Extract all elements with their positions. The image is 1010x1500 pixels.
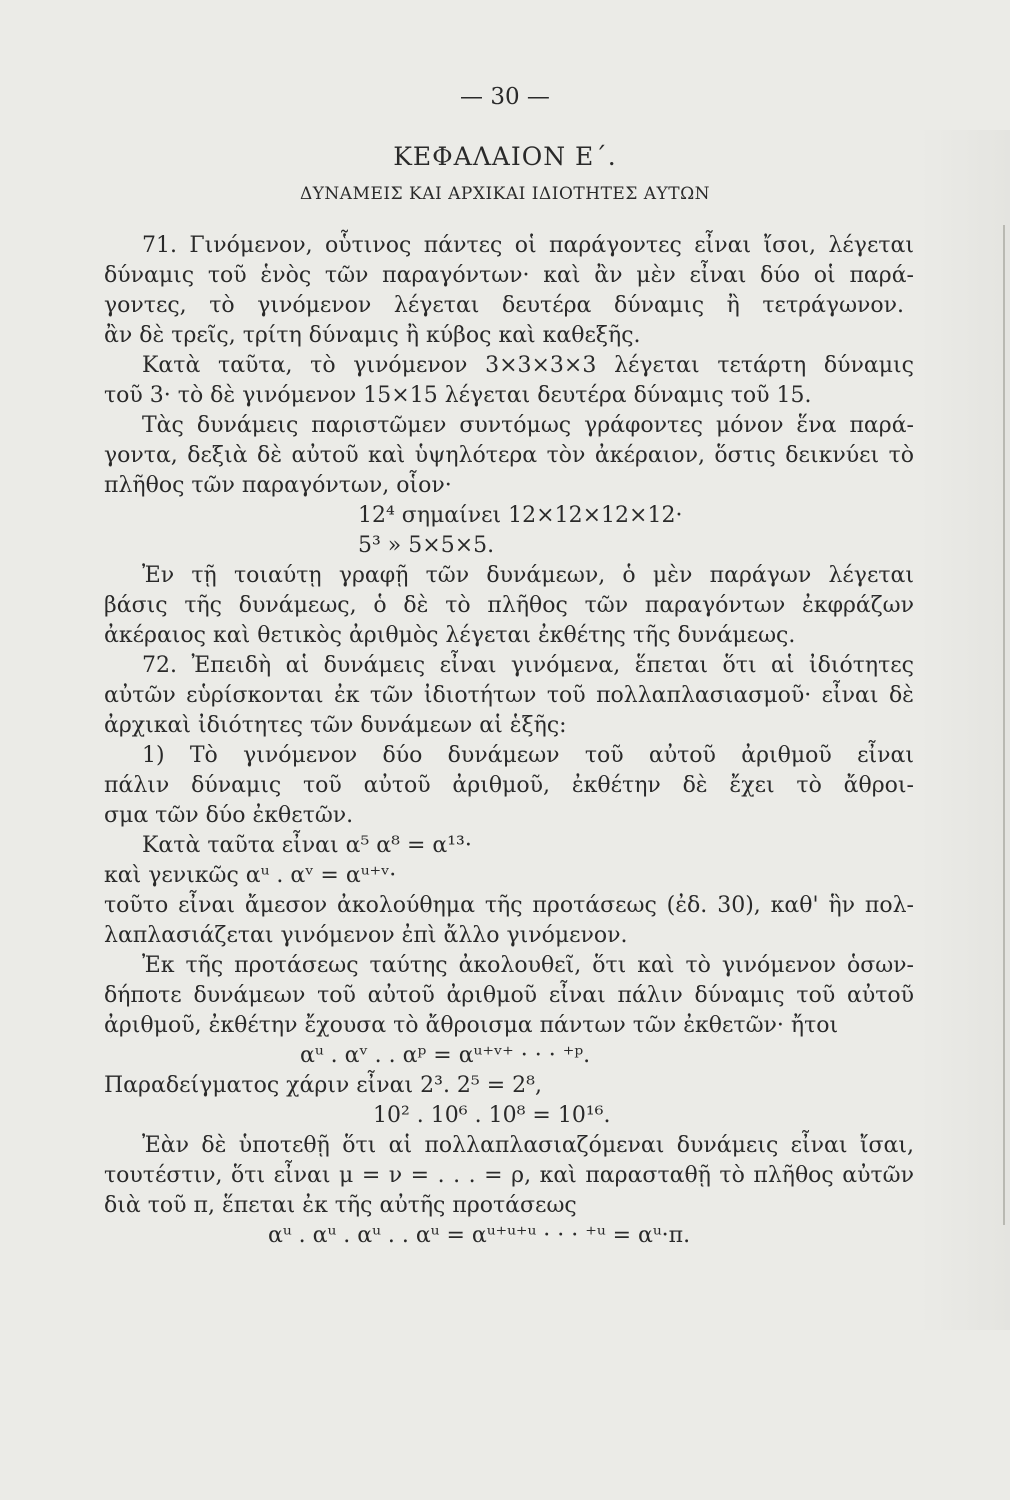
consequence-line-2: λαπλασιάζεται γινόμενον ἐπὶ ἄλλο γινόμενον. — [104, 923, 628, 948]
formula-12-power-4: 12⁴ σημαίνει 12×12×12×12· — [358, 503, 683, 528]
example-10-powers: 10² . 10⁶ . 10⁸ = 10¹⁶. — [373, 1103, 611, 1128]
example-line-1: Κατὰ ταῦτα, τὸ γινόμενον 3×3×3×3 λέγεται τετάρτη δύναμις — [142, 353, 914, 378]
example-line-2: τοῦ 3· τὸ δὲ γινόμενον 15×15 λέγεται δευτέρα δύναμις τοῦ 15. — [104, 383, 812, 408]
chapter-title: ΚΕΦΑΛΑΙΟΝ Ε΄. — [393, 142, 617, 171]
equal-powers-line-1: Ἐὰν δὲ ὑποτεθῇ ὅτι αἱ πολλαπλασιαζόμεναι δυνάμεις εἶναι ἴσαι, — [142, 1133, 914, 1158]
para-71-line-3: γοντες, τὸ γινόμενον λέγεται δευτέρα δύναμις ἢ τετράγωνον. — [104, 293, 904, 318]
para-71-line-2: δύναμις τοῦ ἑνὸς τῶν παραγόντων· καὶ ἂν μὲν εἶναι δύο οἱ παρά- — [104, 263, 914, 288]
equal-powers-line-3: διὰ τοῦ π, ἕπεται ἐκ τῆς αὐτῆς προτάσεως — [104, 1193, 577, 1218]
rule-1-line-1: 1) Τὸ γινόμενον δύο δυνάμεων τοῦ αὐτοῦ ἀριθμοῦ εἶναι — [142, 743, 914, 768]
corollary-line-3: ἀριθμοῦ, ἐκθέτην ἔχουσα τὸ ἄθροισμα πάντων τῶν ἐκθετῶν· ἤτοι — [104, 1013, 839, 1038]
para-72-line-2: αὐτῶν εὑρίσκονται ἐκ τῶν ἰδιοτήτων τοῦ πολλαπλασιασμοῦ· εἶναι δὲ — [104, 683, 914, 708]
page-number: — 30 — — [460, 84, 550, 110]
formula-sum-exponents: αᵘ . αᵛ . . αᵖ = αᵘ⁺ᵛ⁺ · · · ⁺ᵖ. — [300, 1043, 591, 1068]
chapter-subtitle: ΔΥΝΑΜΕΙΣ ΚΑΙ ΑΡΧΙΚΑΙ ΙΔΙΟΤΗΤΕΣ ΑΥΤΩΝ — [299, 184, 711, 204]
corollary-line-2: δήποτε δυνάμεων τοῦ αὐτοῦ ἀριθμοῦ εἶναι πάλιν δύναμις τοῦ αὐτοῦ — [104, 983, 914, 1008]
formula-a5-a8: Κατὰ ταῦτα εἶναι α⁵ α⁸ = α¹³· — [142, 833, 472, 858]
notation-line-3: πλῆθος τῶν παραγόντων, οἷον· — [104, 473, 452, 498]
rule-1-line-3: σμα τῶν δύο ἐκθετῶν. — [104, 803, 354, 828]
rule-1-line-2: πάλιν δύναμις τοῦ αὐτοῦ ἀριθμοῦ, ἐκθέτην δὲ ἔχει τὸ ἄθροι- — [104, 773, 914, 798]
terms-line-3: ἀκέραιος καὶ θετικὸς ἀριθμὸς λέγεται ἐκθέτης τῆς δυνάμεως. — [104, 623, 796, 648]
equal-powers-line-2: τουτέστιν, ὅτι εἶναι μ = ν = . . . = ρ, καὶ παρασταθῇ τὸ πλῆθος αὐτῶν — [104, 1163, 914, 1188]
formula-general: καὶ γενικῶς αᵘ . αᵛ = αᵘ⁺ᵛ· — [104, 863, 397, 888]
notation-line-2: γοντα, δεξιὰ δὲ αὐτοῦ καὶ ὑψηλότερα τὸν ἀκέραιον, ὅστις δεικνύει τὸ — [104, 443, 914, 468]
para-71-line-4: ἂν δὲ τρεῖς, τρίτη δύναμις ἢ κύβος καὶ καθεξῆς. — [104, 323, 641, 348]
para-72-line-1: 72. Ἐπειδὴ αἱ δυνάμεις εἶναι γινόμενα, ἕπεται ὅτι αἱ ἰδιότητες — [142, 653, 914, 678]
terms-line-1: Ἐν τῇ τοιαύτῃ γραφῇ τῶν δυνάμεων, ὁ μὲν παράγων λέγεται — [142, 563, 914, 588]
notation-line-1: Τὰς δυνάμεις παριστῶμεν συντόμως γράφοντες μόνον ἕνα παρά- — [142, 413, 914, 438]
corollary-line-1: Ἐκ τῆς προτάσεως ταύτης ἀκολουθεῖ, ὅτι καὶ τὸ γινόμενον ὁσων- — [142, 953, 914, 978]
bleed-through-shadow — [920, 130, 1010, 1330]
page-edge-line — [1003, 225, 1005, 1225]
formula-5-power-3: 5³ » 5×5×5. — [358, 533, 495, 558]
formula-equal-powers: αᵘ . αᵘ . αᵘ . . αᵘ = αᵘ⁺ᵘ⁺ᵘ · · · ⁺ᵘ = αᵘ·π. — [268, 1223, 691, 1248]
para-72-line-3: ἀρχικαὶ ἰδιότητες τῶν δυνάμεων αἱ ἑξῆς: — [104, 713, 567, 738]
consequence-line-1: τοῦτο εἶναι ἄμεσον ἀκολούθημα τῆς προτάσεως (ἐδ. 30), καθ' ἣν πολ- — [104, 893, 914, 918]
example-2-powers: Παραδείγματος χάριν εἶναι 2³. 2⁵ = 2⁸, — [104, 1073, 542, 1098]
para-71-line-1: 71. Γινόμενον, οὗτινος πάντες οἱ παράγοντες εἶναι ἴσοι, λέγεται — [142, 233, 914, 258]
terms-line-2: βάσις τῆς δυνάμεως, ὁ δὲ τὸ πλῆθος τῶν παραγόντων ἐκφράζων — [104, 593, 914, 618]
